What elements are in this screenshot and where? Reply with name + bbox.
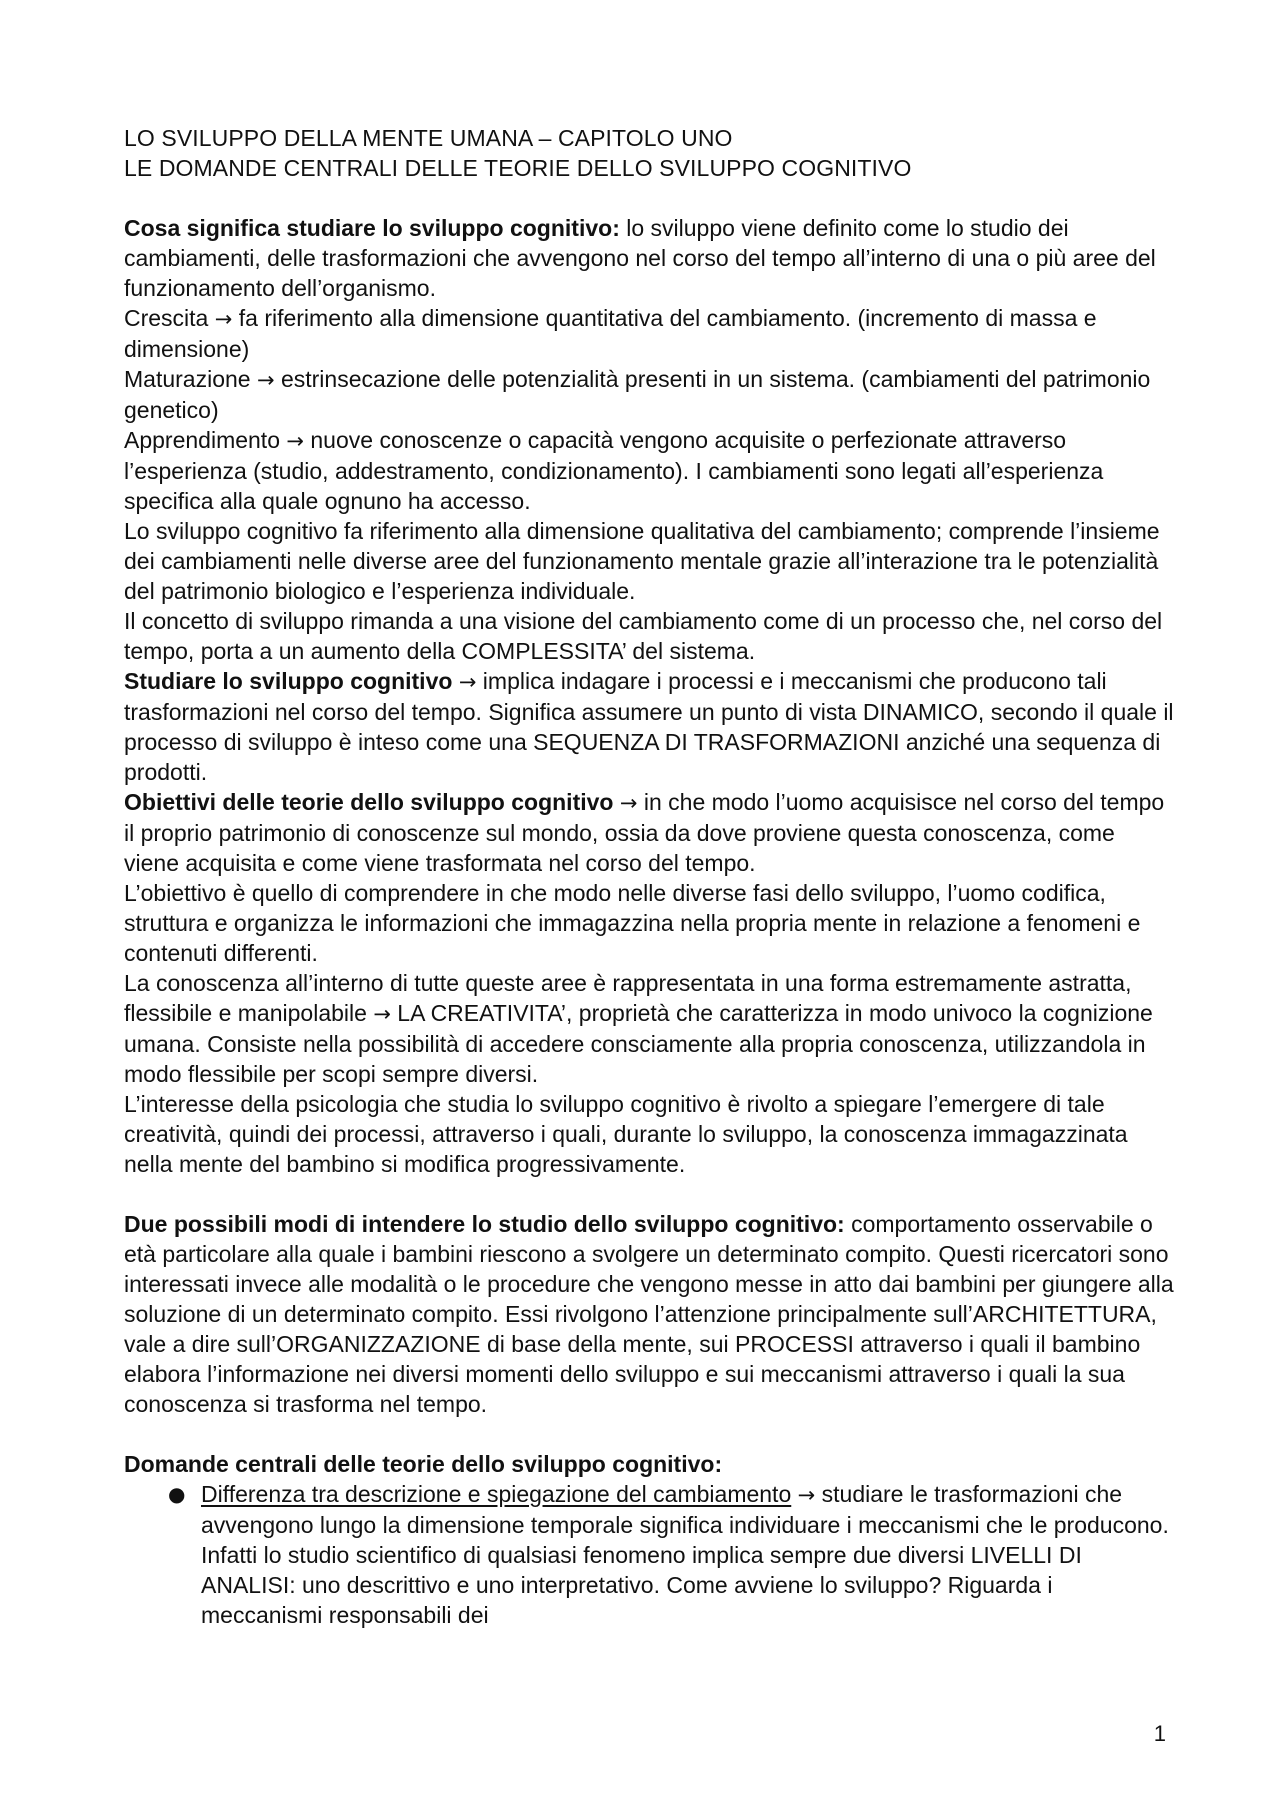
spacer <box>124 183 1174 213</box>
section-3-heading: Domande centrali delle teorie dello sviluppo cognitivo: <box>124 1451 723 1477</box>
section-3-heading-line <box>124 1449 1174 1479</box>
crescita-term: Crescita <box>124 305 209 331</box>
spacer <box>124 1419 1174 1449</box>
obiettivi-heading: Obiettivi delle teorie dello sviluppo cognitivo <box>124 789 614 815</box>
arrow-right-icon: → <box>373 1002 391 1026</box>
arrow-right-icon: → <box>797 1483 816 1507</box>
maturazione-text: estrinsecazione delle potenzialità presenti in un sistema. (cambiamenti del patrimonio genetico) <box>124 366 1151 423</box>
maturazione-term: Maturazione <box>124 366 251 392</box>
section-2-heading: Due possibili modi di intendere lo studio dello sviluppo cognitivo: <box>124 1211 845 1237</box>
arrow-right-icon: → <box>458 670 477 694</box>
crescita-text: fa riferimento alla dimensione quantitativa del cambiamento. (incremento di massa e dimensione) <box>124 305 1097 362</box>
studiare-paragraph <box>124 666 1174 787</box>
arrow-right-icon: → <box>286 429 304 453</box>
creativita-paragraph <box>124 968 1174 1089</box>
concetto-paragraph: Il concetto di sviluppo rimanda a una visione del cambiamento come di un processo che, nel corso del tempo, porta a un aumento della COMPLESSITA’ del sistema. <box>124 608 1163 664</box>
page-number: 1 <box>1153 1721 1166 1746</box>
bullet-icon: ● <box>168 1482 186 1506</box>
bullet-1-underlined: Differenza tra descrizione e spiegazione del cambiamento <box>201 1481 792 1507</box>
apprendimento-text: nuove conoscenze o capacità vengono acquisite o perfezionate attraverso l’esperienza (studio, addestramento, condizionamento). I cambiamenti sono legati all’esperienza specifica alla quale ognuno ha accesso. <box>124 427 1104 514</box>
crescita-paragraph <box>124 303 1174 364</box>
arrow-right-icon: → <box>619 791 638 815</box>
maturazione-paragraph <box>124 364 1174 425</box>
studiare-text: implica indagare i processi e i meccanismi che producono tali trasformazioni nel corso del tempo. Significa assumere un punto di vista DINAMICO, secondo il quale il processo di sviluppo è inteso come una SEQUENZA DI TRASFORMAZIONI anziché una sequenza di prodotti. <box>124 668 1174 785</box>
section-1-heading: Cosa significa studiare lo sviluppo cognitivo: <box>124 215 620 241</box>
section-2-paragraph <box>124 1209 1174 1419</box>
obiettivi-text: in che modo l’uomo acquisisce nel corso del tempo il proprio patrimonio di conoscenze sul mondo, ossia da dove proviene questa conoscenza, come viene acquisita e come viene trasformata nel corso del tempo. <box>124 789 1165 876</box>
obiettivo-paragraph: L’obiettivo è quello di comprendere in che modo nelle diverse fasi dello sviluppo, l’uomo codifica, struttura e organizza le informazioni che immagazzina nella propria mente in relazione a fenomeni e contenuti differenti. <box>124 880 1141 966</box>
apprendimento-paragraph <box>124 425 1174 516</box>
questions-list <box>124 1479 1174 1630</box>
document-title-line-2: LE DOMANDE CENTRALI DELLE TEORIE DELLO SVILUPPO COGNITIVO <box>124 155 912 181</box>
obiettivi-paragraph <box>124 787 1174 878</box>
document-title-line-1: LO SVILUPPO DELLA MENTE UMANA – CAPITOLO UNO <box>124 125 733 151</box>
creativita-text-after: LA CREATIVITA’, proprietà che caratterizza in modo univoco la cognizione umana. Consiste nella possibilità di accedere consciamente alla propria conoscenza, utilizzandola in modo flessibile per scopi sempre diversi. <box>124 1000 1153 1087</box>
sviluppo-paragraph: Lo sviluppo cognitivo fa riferimento alla dimensione qualitativa del cambiamento; comprende l’insieme dei cambiamenti nelle diverse aree del funzionamento mentale grazie all’interazione tra le potenzialità del patrimonio biologico e l’esperienza individuale. <box>124 518 1160 604</box>
interesse-paragraph: L’interesse della psicologia che studia lo sviluppo cognitivo è rivolto a spiegare l’emergere di tale creatività, quindi dei processi, attraverso i quali, durante lo sviluppo, la conoscenza immagazzinata nella mente del bambino si modifica progressivamente. <box>124 1091 1128 1177</box>
studiare-heading: Studiare lo sviluppo cognitivo <box>124 668 453 694</box>
list-item <box>124 1479 1174 1630</box>
bullet-1-text: studiare le trasformazioni che avvengono lungo la dimensione temporale significa individuare i meccanismi che le producono. Infatti lo studio scientifico di qualsiasi fenomeno implica sempre due diversi LIVELLI DI ANALISI: uno descrittivo e uno interpretativo. Come avviene lo sviluppo? Riguarda i meccanismi responsabili dei <box>201 1481 1169 1628</box>
section-2-text: comportamento osservabile o età particolare alla quale i bambini riescono a svolgere un determinato compito. Questi ricercatori sono interessati invece alle modalità o le procedure che vengono messe in atto dai bambini per giungere alla soluzione di un determinato compito. Essi rivolgono l’attenzione principalmente sull’ARCHITETTURA, vale a dire sull’ORGANIZZAZIONE di base della mente, sui PROCESSI attraverso i quali il bambino elabora l’informazione nei diversi momenti dello sviluppo e sui meccanismi attraverso i quali la sua conoscenza si trasforma nel tempo. <box>124 1211 1174 1417</box>
creativita-text-before: La conoscenza all’interno di tutte queste aree è rappresentata in una forma estremamente astratta, flessibile e manipolabile <box>124 970 1132 1026</box>
apprendimento-term: Apprendimento <box>124 427 280 453</box>
section-1-intro-paragraph <box>124 213 1174 303</box>
document-body <box>124 123 1174 1630</box>
section-1-intro-text: lo sviluppo viene definito come lo studio dei cambiamenti, delle trasformazioni che avvengono nel corso del tempo all’interno di una o più aree del funzionamento dell’organismo. <box>124 215 1156 301</box>
arrow-right-icon: → <box>256 368 275 392</box>
spacer <box>124 1179 1174 1209</box>
arrow-right-icon: → <box>214 307 233 331</box>
